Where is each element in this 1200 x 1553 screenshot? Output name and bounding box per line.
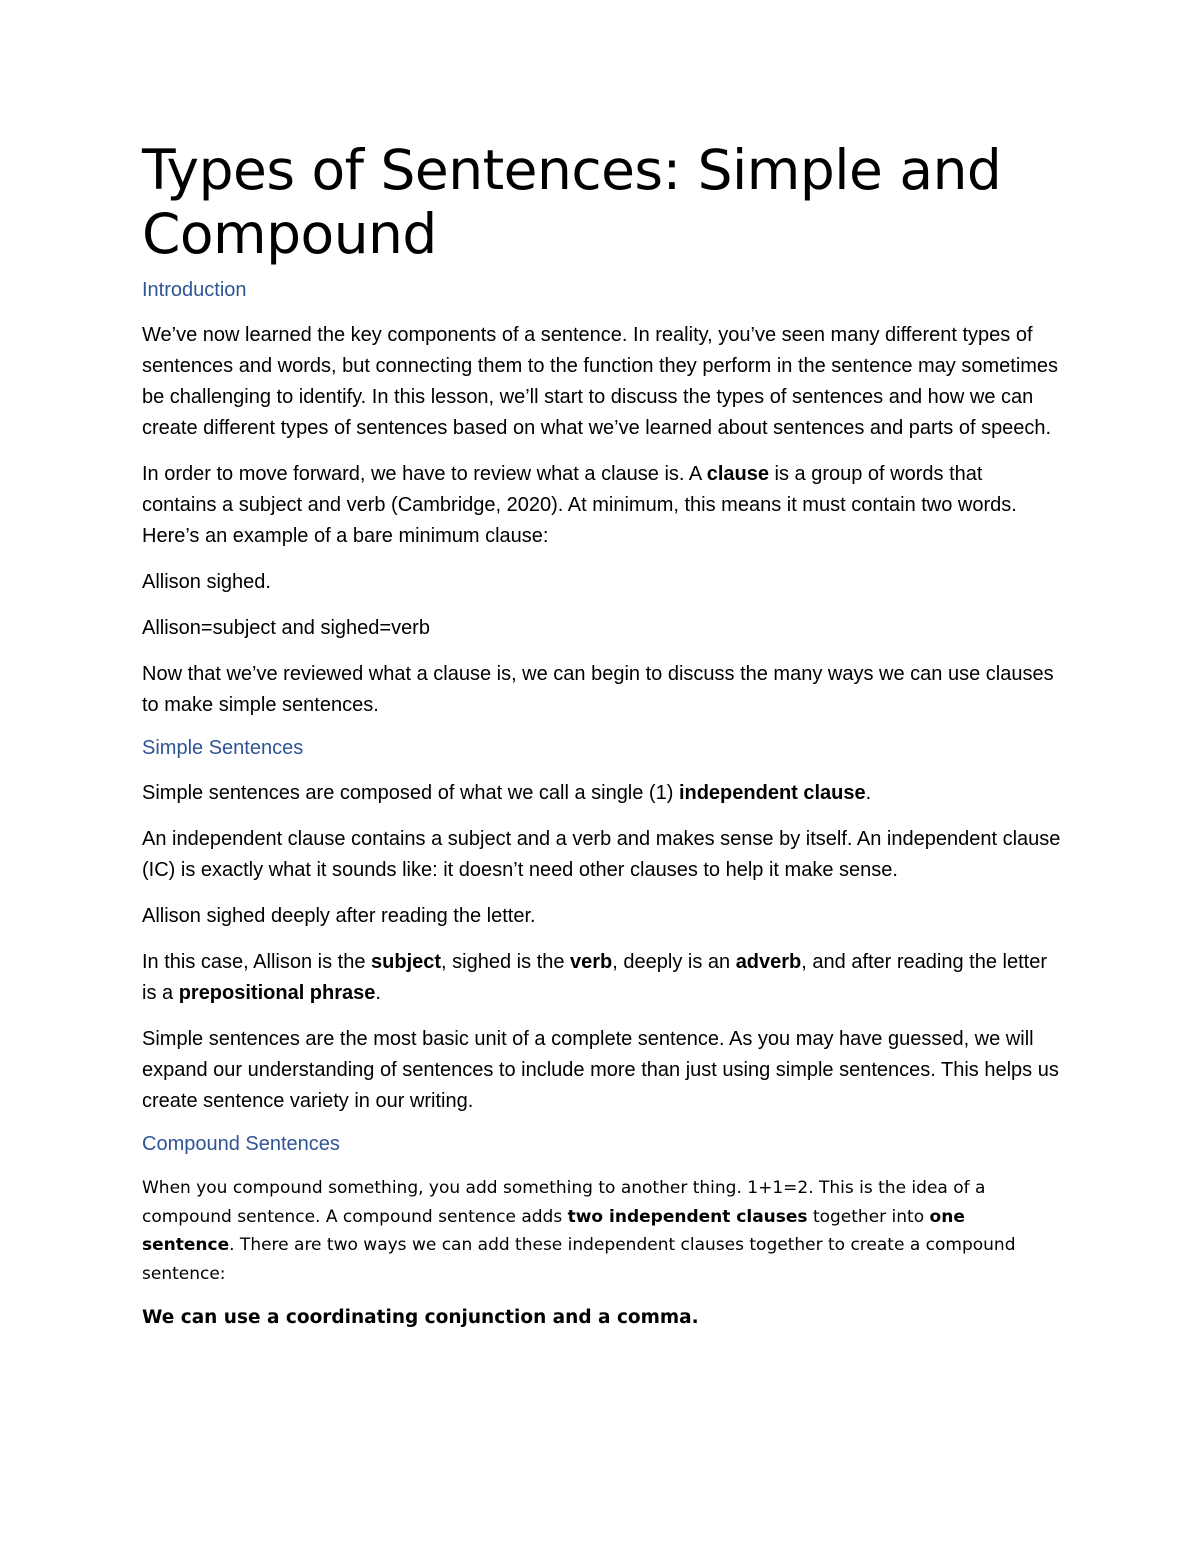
compound-paragraph-1: [142, 1174, 1062, 1288]
term-one-sentence: one sentence: [142, 1206, 965, 1255]
heading-introduction: Introduction: [142, 279, 247, 301]
simple-paragraph-4: Simple sentences are the most basic unit of a complete sentence. As you may have guessed, we will expand our understanding of sentences to include more than just using simple sentences. This helps us create sentence variety in our writing.: [142, 1028, 1059, 1112]
compound-method-1: We can use a coordinating conjunction and a comma.: [142, 1307, 699, 1328]
term-independent-clause: independent clause: [678, 782, 866, 804]
document-title: Types of Sentences: Simple and Compound: [142, 138, 1002, 266]
heading-simple-sentences: Simple Sentences: [142, 737, 304, 759]
heading-compound-sentences: Compound Sentences: [142, 1133, 340, 1155]
intro-example-breakdown: Allison=subject and sighed=verb: [142, 617, 430, 639]
simple-paragraph-3: [142, 947, 1062, 1009]
simple-p1-text-b: .: [865, 782, 872, 804]
simple-paragraph-1: [142, 778, 1062, 809]
simple-p3-text-a: In this case, Allison is the: [142, 951, 372, 973]
term-two-independent-clauses: two independent clauses: [567, 1206, 808, 1227]
simple-p3-text-b: , sighed is the: [441, 951, 571, 973]
document-page: [142, 138, 1062, 1333]
compound-p1-text-a: When you compound something, you add something to another thing. 1+1=2. This is the idea of a compound sentence. A compound sentence adds: [142, 1178, 986, 1227]
simple-p3-text-e: .: [375, 982, 381, 1004]
intro-paragraph-3: Now that we’ve reviewed what a clause is, we can begin to discuss the many ways we can use clauses to make simple sentences.: [142, 663, 1054, 716]
intro-p2-text-b: is a group of words that contains a subject and verb (Cambridge, 2020). At minimum, this means it must contain two words. Here’s an example of a bare minimum clause:: [142, 463, 1017, 547]
simple-example: Allison sighed deeply after reading the letter.: [142, 905, 536, 927]
simple-p3-text-d: , and after reading the letter is a: [142, 951, 1047, 1004]
simple-paragraph-2: An independent clause contains a subject and a verb and makes sense by itself. An independent clause (IC) is exactly what it sounds like: it doesn’t need other clauses to help it make sense.: [142, 828, 1061, 881]
term-clause: clause: [706, 463, 769, 485]
term-prepositional-phrase: prepositional phrase: [178, 982, 376, 1004]
intro-example: Allison sighed.: [142, 571, 271, 593]
simple-p1-text-a: Simple sentences are composed of what we call a single (1): [142, 782, 679, 804]
intro-p2-text-a: In order to move forward, we have to review what a clause is. A: [142, 463, 707, 485]
intro-paragraph-2: [142, 459, 1062, 552]
simple-p3-text-c: , deeply is an: [612, 951, 736, 973]
compound-p1-text-c: . There are two ways we can add these independent clauses together to create a compound sentence:: [142, 1235, 1016, 1284]
term-subject: subject: [371, 951, 442, 973]
intro-paragraph-1: We’ve now learned the key components of a sentence. In reality, you’ve seen many different types of sentences and words, but connecting them to the function they perform in the sentence may sometimes be challenging to identify. In this lesson, we’ll start to discuss the types of sentences and how we can create different types of sentences based on what we’ve learned about sentences and parts of speech.: [142, 324, 1059, 439]
term-verb: verb: [570, 951, 613, 973]
compound-p1-text-b: together into: [807, 1206, 930, 1227]
term-adverb: adverb: [735, 951, 802, 973]
